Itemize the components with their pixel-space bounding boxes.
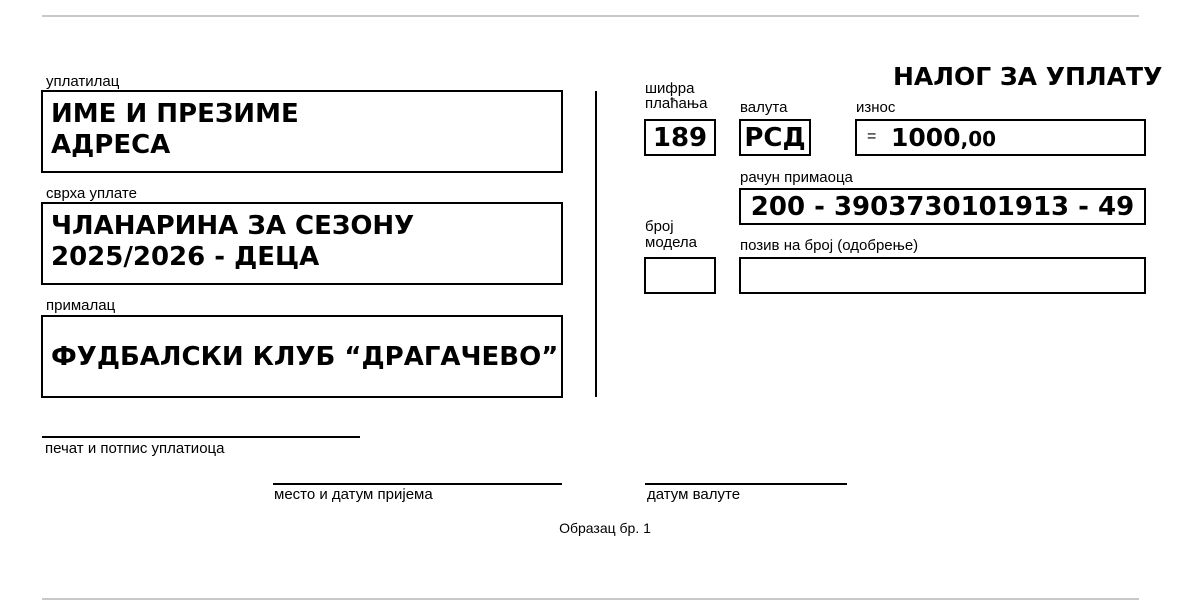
- payer-name: ИМЕ И ПРЕЗИМЕ: [51, 99, 299, 129]
- recipient-label: прималац: [46, 297, 116, 314]
- recipient-account-field[interactable]: [739, 188, 1146, 225]
- amount-equals-sign: =: [867, 128, 877, 145]
- value-date-line[interactable]: [645, 483, 847, 485]
- currency-label: валута: [740, 99, 788, 116]
- model-label-2: модела: [645, 234, 698, 251]
- payer-signature-line[interactable]: [42, 436, 360, 438]
- payer-field[interactable]: [41, 90, 563, 173]
- purpose-line-2: 2025/2026 - ДЕЦА: [51, 242, 320, 272]
- amount-integer: 1000: [891, 123, 961, 152]
- currency-field[interactable]: [739, 119, 811, 156]
- recipient-field[interactable]: [41, 315, 563, 398]
- value-date-label: датум валуте: [647, 486, 741, 503]
- payer-signature-label: печат и потпис уплатиоца: [45, 440, 225, 457]
- payment-code-label-1: шифра: [645, 80, 695, 97]
- reference-number-label: позив на број (одобрење): [740, 237, 919, 254]
- payer-label: уплатилац: [46, 73, 120, 90]
- purpose-field[interactable]: [41, 202, 563, 285]
- amount-value: [891, 124, 996, 155]
- currency-value: РСД: [744, 123, 806, 153]
- amount-label: износ: [856, 99, 896, 116]
- model-label-1: број: [645, 218, 674, 235]
- payment-code-label-2: плаћања: [645, 95, 708, 112]
- form-title: НАЛОГ ЗА УПЛАТУ: [893, 62, 1163, 91]
- recipient-account-label: рачун примаоца: [740, 169, 853, 186]
- payer-address: АДРЕСА: [51, 130, 171, 160]
- recipient-account-value: 200 - 3903730101913 - 49: [750, 192, 1135, 222]
- reference-number-field[interactable]: [739, 257, 1146, 294]
- purpose-label: сврха уплате: [46, 185, 137, 202]
- payment-code-field[interactable]: [644, 119, 716, 156]
- form-number-note: Образац бр. 1: [559, 520, 651, 536]
- received-place-date-label: место и датум пријема: [274, 486, 433, 503]
- purpose-line-1: ЧЛАНАРИНА ЗА СЕЗОНУ: [51, 211, 415, 241]
- amount-decimal: ,00: [960, 127, 997, 151]
- vertical-divider: [595, 91, 597, 397]
- amount-field[interactable]: [855, 119, 1146, 156]
- recipient-name: ФУДБАЛСКИ КЛУБ “ДРАГАЧЕВО”: [51, 342, 559, 372]
- top-rule: [42, 15, 1139, 17]
- model-number-field[interactable]: [644, 257, 716, 294]
- payment-code-value: 189: [652, 123, 708, 153]
- received-signature-line[interactable]: [273, 483, 562, 485]
- bottom-rule: [42, 598, 1139, 600]
